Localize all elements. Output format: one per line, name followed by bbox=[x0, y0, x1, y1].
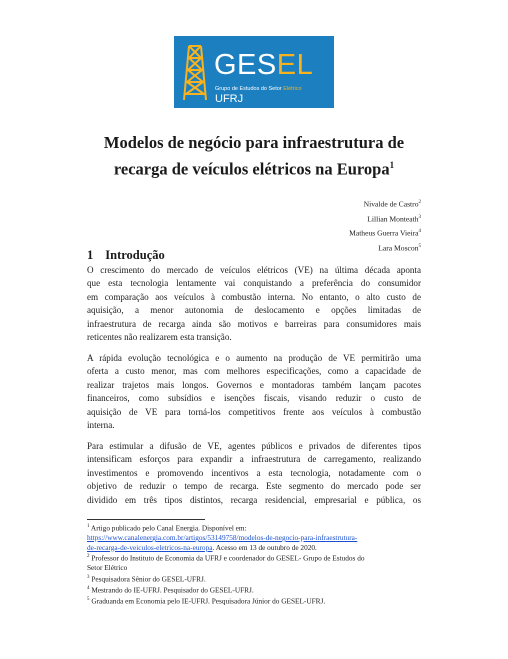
author-line: Nivalde de Castro$^2$ bbox=[363, 199, 421, 209]
footnote-1-link-cont[interactable]: de-recarga-de-veiculos-eletricos-na-europa. Acesso em 13 de outubro de 2020. bbox=[87, 542, 317, 552]
author-list bbox=[349, 196, 421, 254]
footnote-1: $^1$ Artigo publicado pelo Canal Energia. Disponível em: bbox=[87, 523, 247, 533]
transmission-tower-icon bbox=[180, 44, 210, 102]
title-footnote-mark: 1 bbox=[389, 160, 395, 170]
section-heading: 1 Introdução bbox=[87, 248, 165, 262]
footnote-3: $^3$ Pesquisadora Sênior do GESEL-UFRJ. bbox=[87, 574, 206, 584]
paragraph-1: O crescimento do mercado de veículos elétricos (VE) na última década aponta que esta tecnologia lentamente vai conquistando a preferência do consumidor em comparação aos veículos à combustão interna. No entanto, o alto custo de aquisição, a menor autonomia de deslocamento e opções limitadas de infraestrutura de recarga ainda são motivos e barreiras para consumidores mais reticentes não realizarem esta transição. bbox=[87, 265, 421, 343]
document-title: Modelos de negócio para infraestrutura de recarga de veículos elétricos na Europa$^1$ bbox=[103, 133, 405, 179]
paragraph-3: Para estimular a difusão de VE, agentes públicos e privados de diferentes tipos intensificam esforços para expandir a infraestrutura de carregamento, realizando investimentos e promovendo incentivos a esta tecnologia, notadamente com o objetivo de reduzir o tempo de recarga. Este segmento do mercado pode ser dividido em três tipos distintos, recarga residencial, empresarial e pública, os bbox=[87, 441, 421, 505]
footnote-5: $^5$ Graduanda em Economia pelo IE-UFRJ. Pesquisadora Júnior do GESEL-UFRJ. bbox=[87, 596, 326, 606]
logo-subtitle: Grupo de Estudos do Setor Elétrico bbox=[215, 86, 302, 92]
paragraph-2: A rápida evolução tecnológica e o aumento na produção de VE permitirão uma oferta a custo menor, mas com melhores especificações, como a capacidade de realizar trajetos mais longos. Governos e montadoras também lançam pacotes financeiros, como subsídios e isenções fiscais, visando reduzir o custo de aquisição de VE para torná-los competitivos frente aos veículos à combustão interna. bbox=[87, 353, 421, 431]
footnote-2: $^2$ Professor do Instituto de Economia da UFRJ e coordenador do GESEL- Grupo de Estudos do bbox=[87, 553, 365, 563]
author-line: Lillian Monteath$^3$ bbox=[367, 214, 421, 224]
author-line: Matheus Guerra Vieira$^4$ bbox=[349, 228, 421, 238]
footnote-divider bbox=[87, 519, 205, 520]
author-line: Lara Moscon$^5$ bbox=[378, 243, 421, 253]
logo-wordmark: GESEL bbox=[214, 49, 314, 81]
footnote-4: $^4$ Mestrando do IE-UFRJ. Pesquisador do GESEL-UFRJ. bbox=[87, 585, 254, 595]
footnote-2-cont: Setor Elétrico bbox=[87, 563, 128, 573]
footnote-1-link[interactable]: https://www.canalenergia.com.br/artigos/53149758/modelos-de-negocio-para-infraestrutura- bbox=[87, 533, 358, 543]
gesel-logo-banner bbox=[174, 36, 334, 108]
footnotes bbox=[87, 522, 421, 606]
logo-university: UFRJ bbox=[215, 93, 244, 105]
